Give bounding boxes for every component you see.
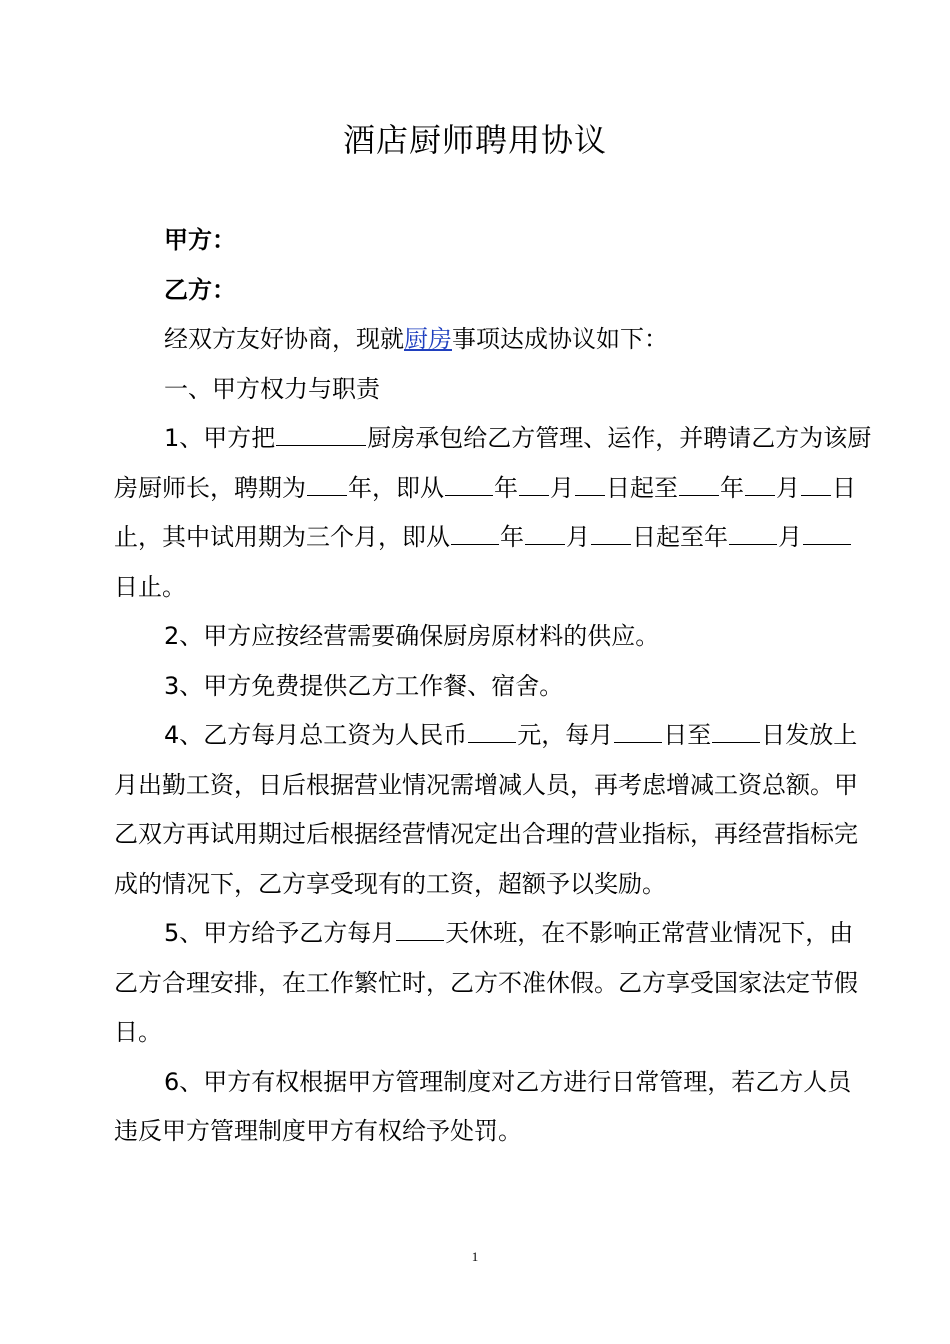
- clause-text: 5、甲方给予乙方每月: [164, 919, 396, 947]
- blank-line: [614, 714, 662, 743]
- intro-text-before: 经双方友好协商，现就: [164, 325, 404, 353]
- clause-text: 厨房承包给乙方管理、运作，并聘请乙方为该厨房厨师长，聘期为: [114, 424, 872, 502]
- blank-line: [801, 467, 831, 496]
- section-heading-1: 一、甲方权力与职责: [164, 374, 380, 403]
- blank-line: [525, 516, 565, 545]
- clause-text: 日止，其中试用期为三个月，即从: [114, 473, 856, 551]
- clause-text: 4、乙方每月总工资为人民币: [164, 721, 468, 749]
- blank-line: [712, 714, 760, 743]
- clause-text: 年: [704, 523, 728, 551]
- clause-text: 元，每月: [517, 721, 614, 749]
- blank-line: [307, 467, 347, 496]
- blank-line: [468, 714, 516, 743]
- clause-text: 日止。: [114, 572, 186, 601]
- clause-1: [114, 414, 874, 612]
- clause-text: 日起至: [606, 473, 678, 502]
- clause-3: 3、甲方免费提供乙方工作餐、宿舍。: [164, 671, 564, 700]
- clause-text: 年: [500, 523, 524, 551]
- blank-line: [575, 467, 605, 496]
- blank-line: [679, 467, 719, 496]
- clause-text: 年: [494, 473, 518, 502]
- document-body: [114, 216, 874, 1157]
- clause-text: 1、甲方把: [164, 424, 276, 452]
- blank-line: [396, 912, 444, 941]
- clause-text: 日发放上月出勤工资，日后根据营业情况需增减人员，再考虑增减工资总额。甲乙双方再试用期过后根据经营情况定出合理的营业指标，再经营指标完成的情况下，乙方享受现有的工资，超额予以奖励。: [114, 721, 858, 898]
- clause-text: 月: [566, 523, 590, 551]
- clause-text: 年，即从: [348, 473, 444, 502]
- clause-text: 年: [720, 473, 744, 502]
- party-a-label: 甲方：: [164, 226, 236, 254]
- document-title: 酒店厨师聘用协议: [342, 121, 607, 159]
- party-b-label: 乙方：: [164, 275, 236, 304]
- clause-text: 日至: [663, 721, 712, 749]
- intro-paragraph: [114, 315, 874, 365]
- blank-line: [729, 516, 777, 545]
- blank-line: [445, 467, 493, 496]
- clause-2: 2、甲方应按经营需要确保厨房原材料的供应。: [164, 622, 660, 650]
- clause-text: 日起至: [632, 523, 704, 551]
- blank-line: [591, 516, 631, 545]
- blank-line: [276, 417, 366, 446]
- clause-6: 6、甲方有权根据甲方管理制度对乙方进行日常管理，若乙方人员违反甲方管理制度甲方有权给予处罚。: [114, 1067, 852, 1145]
- intro-text-after: 事项达成协议如下：: [452, 325, 668, 353]
- clause-5: [114, 909, 874, 1058]
- blank-line: [519, 467, 549, 496]
- page-number: 1: [471, 1249, 479, 1264]
- kitchen-link[interactable]: 厨房: [404, 325, 452, 353]
- clause-text: 月: [776, 473, 800, 502]
- clause-text: 月: [778, 523, 802, 551]
- clause-text: 天休班，在不影响正常营业情况下，由乙方合理安排，在工作繁忙时，乙方不准休假。乙方享受国家法定节假日。: [114, 919, 858, 1046]
- clause-text: 月: [550, 473, 574, 502]
- blank-line: [803, 516, 851, 545]
- clause-4: [114, 711, 874, 909]
- blank-line: [745, 467, 775, 496]
- blank-line: [451, 516, 499, 545]
